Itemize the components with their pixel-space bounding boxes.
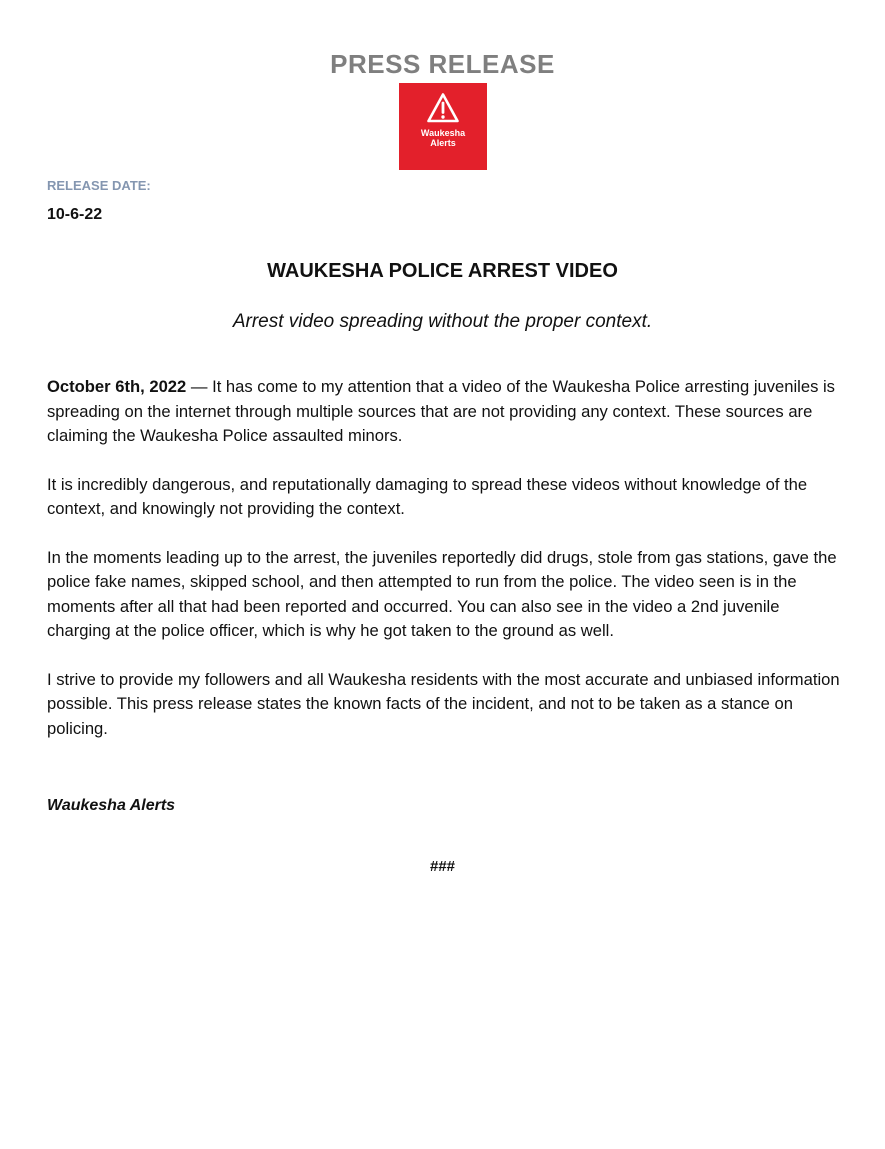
body-paragraph-1-text: — It has come to my attention that a video of the Waukesha Police arresting juveniles is spreading on the internet through multiple sources that are not providing any context. These sources are claiming the Waukesha Police assaulted minors. — [47, 377, 835, 445]
headline-title: WAUKESHA POLICE ARREST VIDEO — [267, 260, 618, 282]
end-mark: ### — [429, 858, 456, 875]
warning-triangle-icon — [426, 92, 460, 124]
release-date-label: RELEASE DATE: — [47, 178, 151, 193]
press-release-header: PRESS RELEASE — [330, 49, 555, 79]
release-date-value: 10-6-22 — [47, 206, 103, 223]
logo-text: Waukesha Alerts — [420, 128, 466, 148]
body-paragraph-2: It is incredibly dangerous, and reputationally damaging to spread these videos without knowledge of the context, and knowingly not providing the context. — [47, 474, 808, 518]
body-paragraph-3: In the moments leading up to the arrest, the juveniles reportedly did drugs, stole from gas stations, gave the police fake names, skipped school, and then attempted to run from the police. The video seen is in the moments after all that had been reported and occurred. You can also see in the video a 2nd juvenile charging at the police officer, which is why he got taken to the ground as well. — [47, 547, 837, 640]
release-body — [47, 375, 847, 765]
dateline: October 6th, 2022 — [47, 377, 187, 396]
body-paragraph-4: I strive to provide my followers and all Waukesha residents with the most accurate and unbiased information possible. This press release states the known facts of the incident, and not to be taken as a stance on policing. — [47, 669, 840, 738]
waukesha-alerts-logo — [399, 83, 487, 170]
headline-subtitle: Arrest video spreading without the proper context. — [232, 311, 653, 332]
body-paragraph-1 — [47, 375, 847, 449]
signature: Waukesha Alerts — [47, 797, 176, 814]
